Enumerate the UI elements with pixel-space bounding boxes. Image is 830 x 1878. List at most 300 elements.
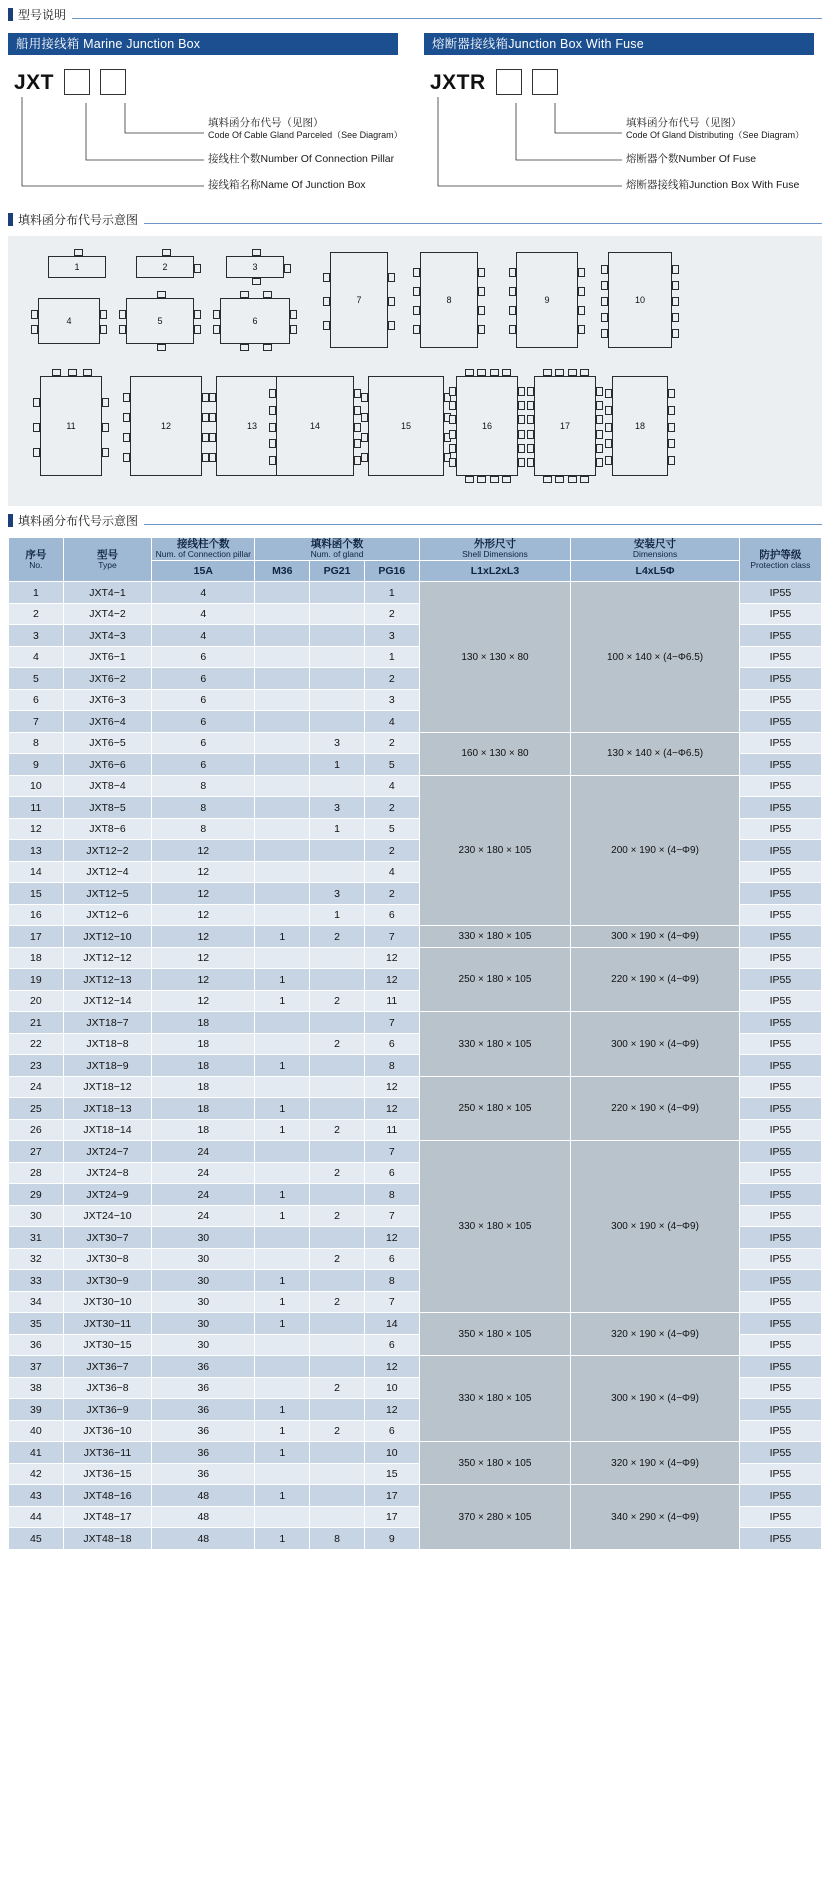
- legend-gland-code: 填料函分布代号（见图） Code Of Cable Gland Parceled（See Diagram）: [208, 117, 403, 141]
- cell-pg16: 1: [364, 646, 419, 668]
- cell-pg16: 12: [364, 1356, 419, 1378]
- cell-pg21: [310, 603, 365, 625]
- cell-m36: 1: [255, 926, 310, 948]
- cell-m36: 1: [255, 1270, 310, 1292]
- cell-shell-dimensions: 130 × 130 × 80: [419, 582, 571, 733]
- cell-pillar: 8: [152, 818, 255, 840]
- gland-port-nub: [290, 310, 297, 319]
- gland-port-nub: [601, 265, 608, 274]
- cell-protection-class: IP55: [739, 1076, 821, 1098]
- gland-port-nub: [509, 325, 516, 334]
- cell-pillar: 18: [152, 1119, 255, 1141]
- cell-pillar: 30: [152, 1270, 255, 1292]
- gland-port-nub: [209, 433, 216, 442]
- gland-port-nub: [605, 406, 612, 415]
- gland-port-nub: [449, 415, 456, 424]
- cell-pg16: 5: [364, 818, 419, 840]
- gland-port-nub: [668, 456, 675, 465]
- table-row: [9, 1442, 822, 1464]
- cell-pillar: 24: [152, 1184, 255, 1206]
- cell-pillar: 6: [152, 689, 255, 711]
- cell-pg21: 1: [310, 818, 365, 840]
- gland-port-nub: [194, 310, 201, 319]
- cell-m36: [255, 797, 310, 819]
- cell-mount-dimensions: 100 × 140 × (4−Φ6.5): [571, 582, 739, 733]
- cell-pillar: 30: [152, 1227, 255, 1249]
- gland-port-nub: [102, 448, 109, 457]
- cell-no: 3: [9, 625, 64, 647]
- gland-port-nub: [74, 249, 83, 256]
- cell-pg16: 3: [364, 689, 419, 711]
- gland-port-nub: [596, 401, 603, 410]
- cell-pillar: 24: [152, 1162, 255, 1184]
- gland-shape-label: 4: [66, 316, 72, 326]
- cell-protection-class: IP55: [739, 969, 821, 991]
- cell-pg21: 2: [310, 990, 365, 1012]
- gland-port-nub: [601, 329, 608, 338]
- cell-mount-dimensions: 220 × 190 × (4−Φ9): [571, 947, 739, 1012]
- gland-port-nub: [477, 369, 486, 376]
- gland-port-nub: [490, 476, 499, 483]
- cell-pillar: 12: [152, 861, 255, 883]
- cell-m36: [255, 904, 310, 926]
- section-header-model-explanation: [8, 0, 822, 23]
- table-row: [9, 1485, 822, 1507]
- cell-pg16: 6: [364, 1162, 419, 1184]
- cell-m36: 1: [255, 1442, 310, 1464]
- gland-shape-label: 13: [246, 421, 257, 431]
- section-header-gland-diagram: [8, 205, 822, 228]
- table-row: [9, 926, 822, 948]
- cell-pg21: [310, 1506, 365, 1528]
- cell-protection-class: IP55: [739, 861, 821, 883]
- cell-pg21: [310, 969, 365, 991]
- gland-port-nub: [361, 453, 368, 462]
- gland-port-nub: [202, 393, 209, 402]
- gland-port-nub: [596, 458, 603, 467]
- cell-pg16: 9: [364, 1528, 419, 1550]
- gland-port-nub: [668, 406, 675, 415]
- cell-pillar: 36: [152, 1377, 255, 1399]
- gland-port-nub: [269, 439, 276, 448]
- cell-m36: [255, 1248, 310, 1270]
- gland-port-nub: [518, 444, 525, 453]
- cell-m36: [255, 668, 310, 690]
- gland-port-nub: [413, 268, 420, 277]
- cell-m36: [255, 1012, 310, 1034]
- cell-no: 39: [9, 1399, 64, 1421]
- cell-protection-class: IP55: [739, 1227, 821, 1249]
- cell-pg16: 6: [364, 1248, 419, 1270]
- gland-port-nub: [361, 393, 368, 402]
- cell-m36: [255, 689, 310, 711]
- gland-shape-label: 18: [634, 421, 645, 431]
- cell-pillar: 36: [152, 1442, 255, 1464]
- gland-port-nub: [672, 265, 679, 274]
- cell-type: JXT36−11: [63, 1442, 151, 1464]
- cell-type: JXT30−10: [63, 1291, 151, 1313]
- cell-pg16: 8: [364, 1055, 419, 1077]
- gland-port-nub: [194, 325, 201, 334]
- cell-pg21: [310, 646, 365, 668]
- cell-protection-class: IP55: [739, 926, 821, 948]
- cell-no: 40: [9, 1420, 64, 1442]
- gland-port-nub: [194, 264, 201, 273]
- cell-no: 25: [9, 1098, 64, 1120]
- gland-shape-label: 9: [544, 295, 550, 305]
- model-code-text: JXT: [14, 71, 55, 94]
- gland-port-nub: [388, 321, 395, 330]
- cell-protection-class: IP55: [739, 1313, 821, 1335]
- gland-port-nub: [527, 430, 534, 439]
- gland-port-nub: [605, 423, 612, 432]
- gland-port-nub: [578, 306, 585, 315]
- cell-m36: [255, 1334, 310, 1356]
- section-title: 填料函分布代号示意图: [18, 514, 139, 528]
- cell-m36: 1: [255, 1399, 310, 1421]
- cell-shell-dimensions: 250 × 180 × 105: [419, 1076, 571, 1141]
- cell-pg21: [310, 1356, 365, 1378]
- cell-pg21: 3: [310, 797, 365, 819]
- cell-pg16: 4: [364, 861, 419, 883]
- cell-protection-class: IP55: [739, 732, 821, 754]
- gland-port-nub: [354, 456, 361, 465]
- gland-port-nub: [354, 439, 361, 448]
- cell-protection-class: IP55: [739, 1248, 821, 1270]
- cell-type: JXT12−14: [63, 990, 151, 1012]
- th-mount: 安装尺寸 Dimensions: [571, 538, 739, 561]
- cell-pg16: 1: [364, 582, 419, 604]
- section-header-spec-table: [8, 506, 822, 529]
- cell-pillar: 6: [152, 646, 255, 668]
- cell-pillar: 18: [152, 1033, 255, 1055]
- gland-port-nub: [252, 249, 261, 256]
- cell-m36: [255, 1162, 310, 1184]
- cell-pillar: 12: [152, 969, 255, 991]
- model-block-title: 船用接线箱 Marine Junction Box: [8, 33, 398, 55]
- gland-port-nub: [518, 415, 525, 424]
- cell-m36: [255, 775, 310, 797]
- cell-pg16: 7: [364, 926, 419, 948]
- cell-pg21: [310, 1313, 365, 1335]
- gland-port-nub: [263, 344, 272, 351]
- cell-type: JXT4−3: [63, 625, 151, 647]
- cell-pg21: [310, 1485, 365, 1507]
- cell-no: 13: [9, 840, 64, 862]
- th-gland-pg16: PG16: [364, 560, 419, 582]
- cell-pillar: 24: [152, 1141, 255, 1163]
- cell-type: JXT4−2: [63, 603, 151, 625]
- cell-pg21: 2: [310, 926, 365, 948]
- cell-pg21: [310, 582, 365, 604]
- cell-pillar: 8: [152, 775, 255, 797]
- cell-pg16: 14: [364, 1313, 419, 1335]
- gland-port-nub: [509, 306, 516, 315]
- cell-pg21: [310, 947, 365, 969]
- gland-shape-label: 6: [252, 316, 258, 326]
- cell-type: JXT24−8: [63, 1162, 151, 1184]
- spec-table: [8, 537, 822, 1550]
- cell-pg21: [310, 668, 365, 690]
- th-type: 型号 Type: [63, 538, 151, 582]
- gland-port-nub: [672, 329, 679, 338]
- cell-shell-dimensions: 230 × 180 × 105: [419, 775, 571, 926]
- gland-port-nub: [33, 398, 40, 407]
- cell-m36: 1: [255, 1119, 310, 1141]
- cell-pillar: 36: [152, 1356, 255, 1378]
- cell-pg21: 2: [310, 1205, 365, 1227]
- cell-m36: [255, 1227, 310, 1249]
- cell-m36: 1: [255, 1098, 310, 1120]
- cell-type: JXT6−2: [63, 668, 151, 690]
- gland-shape-label: 10: [634, 295, 645, 305]
- cell-pillar: 6: [152, 754, 255, 776]
- cell-pg16: 3: [364, 625, 419, 647]
- cell-pg21: [310, 775, 365, 797]
- gland-port-nub: [580, 369, 589, 376]
- section-rule: [144, 524, 822, 525]
- gland-port-nub: [478, 306, 485, 315]
- cell-mount-dimensions: 200 × 190 × (4−Φ9): [571, 775, 739, 926]
- gland-distribution-diagram: [8, 236, 822, 506]
- cell-type: JXT18−8: [63, 1033, 151, 1055]
- cell-no: 11: [9, 797, 64, 819]
- cell-shell-dimensions: 330 × 180 × 105: [419, 926, 571, 948]
- gland-port-nub: [31, 310, 38, 319]
- cell-type: JXT4−1: [63, 582, 151, 604]
- gland-port-nub: [354, 406, 361, 415]
- cell-type: JXT36−7: [63, 1356, 151, 1378]
- cell-protection-class: IP55: [739, 1184, 821, 1206]
- gland-port-nub: [413, 325, 420, 334]
- cell-protection-class: IP55: [739, 797, 821, 819]
- cell-m36: [255, 883, 310, 905]
- cell-type: JXT12−5: [63, 883, 151, 905]
- cell-shell-dimensions: 370 × 280 × 105: [419, 1485, 571, 1550]
- cell-m36: [255, 1377, 310, 1399]
- cell-no: 14: [9, 861, 64, 883]
- th-shell-sub: L1xL2xL3: [419, 560, 571, 582]
- gland-port-nub: [202, 433, 209, 442]
- gland-port-nub: [33, 448, 40, 457]
- cell-protection-class: IP55: [739, 1098, 821, 1120]
- cell-pillar: 4: [152, 603, 255, 625]
- cell-pillar: 12: [152, 926, 255, 948]
- table-row: [9, 1313, 822, 1335]
- cell-no: 16: [9, 904, 64, 926]
- gland-port-nub: [209, 393, 216, 402]
- cell-protection-class: IP55: [739, 1377, 821, 1399]
- legend-gland-code: 填料函分布代号（见图） Code Of Gland Distributing（See Diagram）: [626, 117, 805, 141]
- cell-no: 18: [9, 947, 64, 969]
- cell-pg21: [310, 1141, 365, 1163]
- gland-port-nub: [518, 458, 525, 467]
- gland-port-nub: [578, 325, 585, 334]
- gland-port-nub: [527, 401, 534, 410]
- gland-port-nub: [605, 389, 612, 398]
- gland-port-nub: [202, 413, 209, 422]
- cell-pg16: 4: [364, 775, 419, 797]
- gland-port-nub: [31, 325, 38, 334]
- cell-no: 1: [9, 582, 64, 604]
- cell-protection-class: IP55: [739, 625, 821, 647]
- gland-port-nub: [580, 476, 589, 483]
- cell-pg21: 3: [310, 732, 365, 754]
- cell-pillar: 48: [152, 1485, 255, 1507]
- gland-shape-8: [420, 252, 478, 348]
- gland-port-nub: [284, 264, 291, 273]
- table-header-row-1: [9, 538, 822, 561]
- gland-shape-18: [612, 376, 668, 476]
- cell-no: 2: [9, 603, 64, 625]
- gland-port-nub: [449, 387, 456, 396]
- gland-port-nub: [596, 444, 603, 453]
- cell-protection-class: IP55: [739, 1033, 821, 1055]
- gland-shape-12: [130, 376, 202, 476]
- gland-port-nub: [568, 476, 577, 483]
- cell-type: JXT6−1: [63, 646, 151, 668]
- cell-type: JXT30−15: [63, 1334, 151, 1356]
- cell-protection-class: IP55: [739, 1270, 821, 1292]
- cell-pillar: 12: [152, 840, 255, 862]
- cell-m36: 1: [255, 1184, 310, 1206]
- cell-protection-class: IP55: [739, 1442, 821, 1464]
- cell-pg16: 2: [364, 668, 419, 690]
- th-protection: 防护等级 Protection class: [739, 538, 821, 582]
- cell-type: JXT6−4: [63, 711, 151, 733]
- cell-type: JXT12−2: [63, 840, 151, 862]
- cell-pillar: 30: [152, 1334, 255, 1356]
- cell-protection-class: IP55: [739, 711, 821, 733]
- cell-pg16: 12: [364, 969, 419, 991]
- cell-pillar: 30: [152, 1248, 255, 1270]
- cell-protection-class: IP55: [739, 1055, 821, 1077]
- cell-protection-class: IP55: [739, 775, 821, 797]
- section-rule: [144, 223, 822, 224]
- cell-no: 17: [9, 926, 64, 948]
- gland-port-nub: [568, 369, 577, 376]
- gland-port-nub: [240, 291, 249, 298]
- cell-pg21: 2: [310, 1248, 365, 1270]
- gland-shape-label: 7: [356, 295, 362, 305]
- cell-pillar: 4: [152, 625, 255, 647]
- gland-port-nub: [269, 423, 276, 432]
- gland-port-nub: [119, 325, 126, 334]
- cell-pg16: 2: [364, 732, 419, 754]
- cell-no: 7: [9, 711, 64, 733]
- gland-port-nub: [263, 291, 272, 298]
- cell-protection-class: IP55: [739, 582, 821, 604]
- cell-m36: [255, 603, 310, 625]
- gland-port-nub: [672, 281, 679, 290]
- gland-port-nub: [388, 273, 395, 282]
- gland-port-nub: [465, 476, 474, 483]
- th-mount-sub: L4xL5Φ: [571, 560, 739, 582]
- cell-no: 37: [9, 1356, 64, 1378]
- gland-port-nub: [601, 313, 608, 322]
- cell-pg21: [310, 1076, 365, 1098]
- gland-port-nub: [269, 456, 276, 465]
- cell-type: JXT30−9: [63, 1270, 151, 1292]
- gland-shape-label: 14: [309, 421, 320, 431]
- th-no: 序号 No.: [9, 538, 64, 582]
- cell-mount-dimensions: 300 × 190 × (4−Φ9): [571, 926, 739, 948]
- cell-no: 15: [9, 883, 64, 905]
- cell-protection-class: IP55: [739, 1119, 821, 1141]
- model-block-junction-box-with-fuse: [424, 33, 814, 205]
- cell-pg16: 4: [364, 711, 419, 733]
- cell-mount-dimensions: 320 × 190 × (4−Φ9): [571, 1313, 739, 1356]
- th-gland-m36: M36: [255, 560, 310, 582]
- cell-pg16: 6: [364, 1420, 419, 1442]
- table-row: [9, 947, 822, 969]
- cell-protection-class: IP55: [739, 1528, 821, 1550]
- cell-m36: [255, 818, 310, 840]
- legend-box-name: 熔断器接线箱Junction Box With Fuse: [626, 179, 800, 191]
- gland-port-nub: [119, 310, 126, 319]
- cell-protection-class: IP55: [739, 904, 821, 926]
- cell-pg16: 10: [364, 1377, 419, 1399]
- gland-port-nub: [555, 476, 564, 483]
- gland-port-nub: [518, 387, 525, 396]
- cell-pg16: 2: [364, 797, 419, 819]
- section-rule: [72, 18, 822, 19]
- cell-protection-class: IP55: [739, 668, 821, 690]
- cell-pillar: 36: [152, 1463, 255, 1485]
- cell-protection-class: IP55: [739, 1334, 821, 1356]
- cell-protection-class: IP55: [739, 646, 821, 668]
- model-block-title: 熔断器接线箱Junction Box With Fuse: [424, 33, 814, 55]
- gland-port-nub: [477, 476, 486, 483]
- cell-pg21: [310, 689, 365, 711]
- cell-no: 6: [9, 689, 64, 711]
- cell-pg21: [310, 1055, 365, 1077]
- cell-no: 30: [9, 1205, 64, 1227]
- gland-port-nub: [449, 401, 456, 410]
- cell-protection-class: IP55: [739, 840, 821, 862]
- gland-port-nub: [33, 423, 40, 432]
- cell-type: JXT48−16: [63, 1485, 151, 1507]
- cell-pg21: 2: [310, 1420, 365, 1442]
- gland-port-nub: [543, 476, 552, 483]
- cell-pg21: [310, 840, 365, 862]
- cell-pg16: 11: [364, 1119, 419, 1141]
- cell-m36: [255, 1076, 310, 1098]
- cell-pg16: 2: [364, 883, 419, 905]
- gland-port-nub: [465, 369, 474, 376]
- cell-pg16: 12: [364, 1399, 419, 1421]
- cell-pillar: 18: [152, 1076, 255, 1098]
- cell-protection-class: IP55: [739, 1205, 821, 1227]
- cell-shell-dimensions: 160 × 130 × 80: [419, 732, 571, 775]
- cell-no: 27: [9, 1141, 64, 1163]
- cell-pillar: 48: [152, 1528, 255, 1550]
- cell-type: JXT36−10: [63, 1420, 151, 1442]
- cell-pg16: 6: [364, 1334, 419, 1356]
- spec-table-wrap: [8, 537, 822, 1550]
- cell-protection-class: IP55: [739, 603, 821, 625]
- gland-shape-7: [330, 252, 388, 348]
- cell-protection-class: IP55: [739, 754, 821, 776]
- cell-type: JXT12−10: [63, 926, 151, 948]
- gland-port-nub: [601, 297, 608, 306]
- gland-port-nub: [162, 249, 171, 256]
- cell-m36: 1: [255, 1485, 310, 1507]
- gland-port-nub: [596, 415, 603, 424]
- gland-port-nub: [102, 423, 109, 432]
- cell-m36: 1: [255, 1291, 310, 1313]
- cell-shell-dimensions: 350 × 180 × 105: [419, 1313, 571, 1356]
